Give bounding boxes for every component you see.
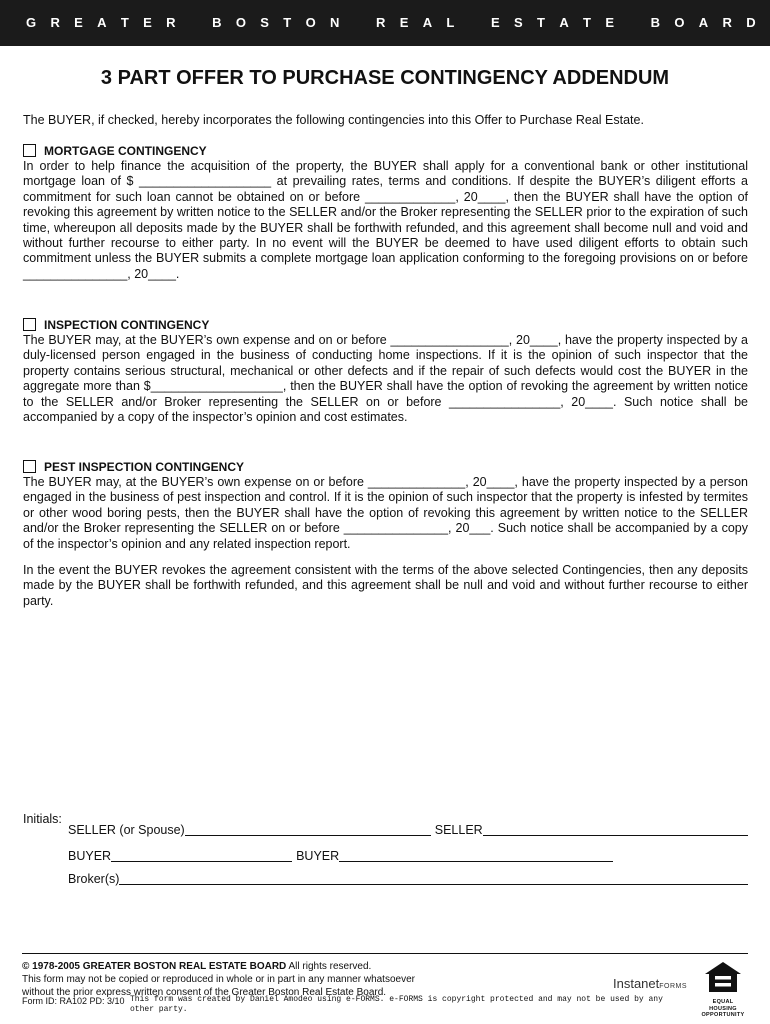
pest-inspection-contingency-checkbox[interactable] [23,460,36,473]
seller-signature-row [68,823,748,838]
buyer-signature-line-2[interactable] [339,850,613,862]
equal-housing-house-icon [703,960,743,994]
pest-inspection-contingency-heading: PEST INSPECTION CONTINGENCY [44,459,245,474]
footer-divider [22,953,748,954]
header-letter: N [330,15,340,30]
header-letter: R [376,15,386,30]
mortgage-contingency-text: In order to help finance the acquisition of the property, the BUYER shall apply for a conventional bank or other institutional mortgage loan of $ ___________________ at prevailing rates, terms and conditions. If despite the BUYER’s diligent efforts a commitment for such loan cannot be obtained on or before _____________, 20____, then the BUYER shall have the option of revoking this agreement by written notice to the SELLER and/or the Broker representing the SELLER prior to the expiration of such time, whereupon all deposits made by the BUYER shall be forthwith refunded, and this agreement shall become null and void and without further recourse to either party. In no event will the BUYER be deemed to have used diligent efforts to obtain such commitment unless the BUYER submits a complete mortgage loan application conforming to the foregoing provisions on or before _______________, 20____. [23,159,748,281]
header-letter: A [97,15,107,30]
instanet-logo-sub: FORMS [659,983,688,990]
instanet-logo-main: Instanet [613,976,660,991]
equal-housing-line1: EQUAL HOUSING [709,999,737,1012]
mortgage-contingency-section [23,143,748,282]
buyer-signature-row [68,849,613,864]
header-letter: O [235,15,246,30]
pest-inspection-contingency-text: The BUYER may, at the BUYER’s own expense on or before ______________, 20____, have the property inspected by a person engaged in the business of pest inspection and control. If it is the opinion of such inspector that the property is infested by termites or other wood boring pests, then the BUYER shall have the option of revoking this agreement by written notice to the SELLER and/or the Broker representing the SELLER on or before _______________, 20___. Such notice shall be accompanied by a copy of the inspector’s opinion and any related inspection report. [23,475,748,551]
header-letter: S [260,15,269,30]
inspection-contingency-section [23,317,748,425]
equal-housing-logo [698,960,748,1019]
instanet-forms-logo [613,976,687,991]
header-letter: A [698,15,709,30]
mortgage-contingency-checkbox[interactable] [23,144,36,157]
header-letter: E [605,15,615,30]
board-name-letters [26,15,756,31]
header-bar [0,0,770,46]
header-letter: E [399,15,409,30]
buyer-label-1: BUYER [68,849,112,863]
footer-copyright [22,960,582,999]
mortgage-contingency-heading: MORTGAGE CONTINGENCY [44,143,207,158]
brokers-signature-line[interactable] [119,873,748,885]
header-letter: O [674,15,685,30]
form-id: Form ID: RA102 PD: 3/10 [22,996,125,1006]
header-letter: B [212,15,222,30]
intro-text: The BUYER, if checked, hereby incorporates the following contingencies into this Offer to Purchase Real Estate. [23,113,644,127]
header-letter: E [143,15,152,30]
header-letter: L [446,15,455,30]
buyer-signature-line-1[interactable] [111,850,292,862]
header-letter: R [722,15,732,30]
header-letter: R [166,15,176,30]
inspection-contingency-checkbox[interactable] [23,318,36,331]
header-letter: D [746,15,756,30]
header-letter [190,15,198,31]
consent-requirement: without the prior express written consent of the Greater Boston Real Estate Board. [22,987,387,998]
header-letter: T [120,15,129,30]
header-letter: R [50,15,60,30]
header-letter: S [514,15,523,30]
header-letter: G [26,15,37,30]
seller-spouse-label: SELLER (or Spouse) [68,823,185,837]
seller-label: SELLER [434,823,483,837]
seller-signature-line[interactable] [483,824,748,836]
header-letter: E [74,15,83,30]
pest-inspection-contingency-section [23,459,748,552]
header-letter: A [422,15,433,30]
header-letter: E [491,15,500,30]
copy-restriction: This form may not be copied or reproduced in whole or in part in any manner whatsoever [22,974,415,985]
header-letter: A [559,15,569,30]
brokers-signature-row [68,872,748,887]
seller-spouse-signature-line[interactable] [185,824,431,836]
form-title: 3 PART OFFER TO PURCHASE CONTINGENCY ADDENDUM [100,67,670,89]
inspection-contingency-text: The BUYER may, at the BUYER’s own expense and on or before _________________, 20____, have the property inspected by a duly-licensed person engaged in the business of conducting home inspections. If it is the opinion of such inspector that the property contains serious structural, mechanical or other defects and if the repair of such defects would cost the BUYER in the aggregate more than $___________________, then the BUYER shall have the option of revoking the agreement by written notice to the SELLER and/or Broker representing the SELLER on or before ________________, 20____. Such notice shall be accompanied by a copy of the inspector’s opinion and cost estimates. [23,333,748,425]
inspection-contingency-heading: INSPECTION CONTINGENCY [44,317,210,332]
header-letter [628,15,636,31]
header-letter: O [305,15,316,30]
header-letter: T [537,15,545,30]
header-letter [469,15,477,31]
rights-reserved: All rights reserved. [286,961,372,972]
header-letter: T [583,15,591,30]
equal-housing-line2: OPPORTUNITY [701,1012,745,1018]
header-letter: B [650,15,661,30]
eforms-note: This form was created by Daniel Amodeo using e-FORMS. e-FORMS is copyright protected and may not be used by any other party. [130,995,663,1014]
brokers-label: Broker(s) [68,872,120,886]
closing-paragraph: In the event the BUYER revokes the agreement consistent with the terms of the above selected Contingencies, then any deposits made by the BUYER shall be forthwith refunded, and this agreement shall be null and void and without further recourse to either party. [23,563,748,608]
initials-label: Initials: [23,812,62,826]
header-letter [354,15,362,31]
buyer-label-2: BUYER [296,849,340,863]
copyright-holder: © 1978-2005 GREATER BOSTON REAL ESTATE BOARD [22,961,287,972]
header-letter: T [283,15,292,30]
